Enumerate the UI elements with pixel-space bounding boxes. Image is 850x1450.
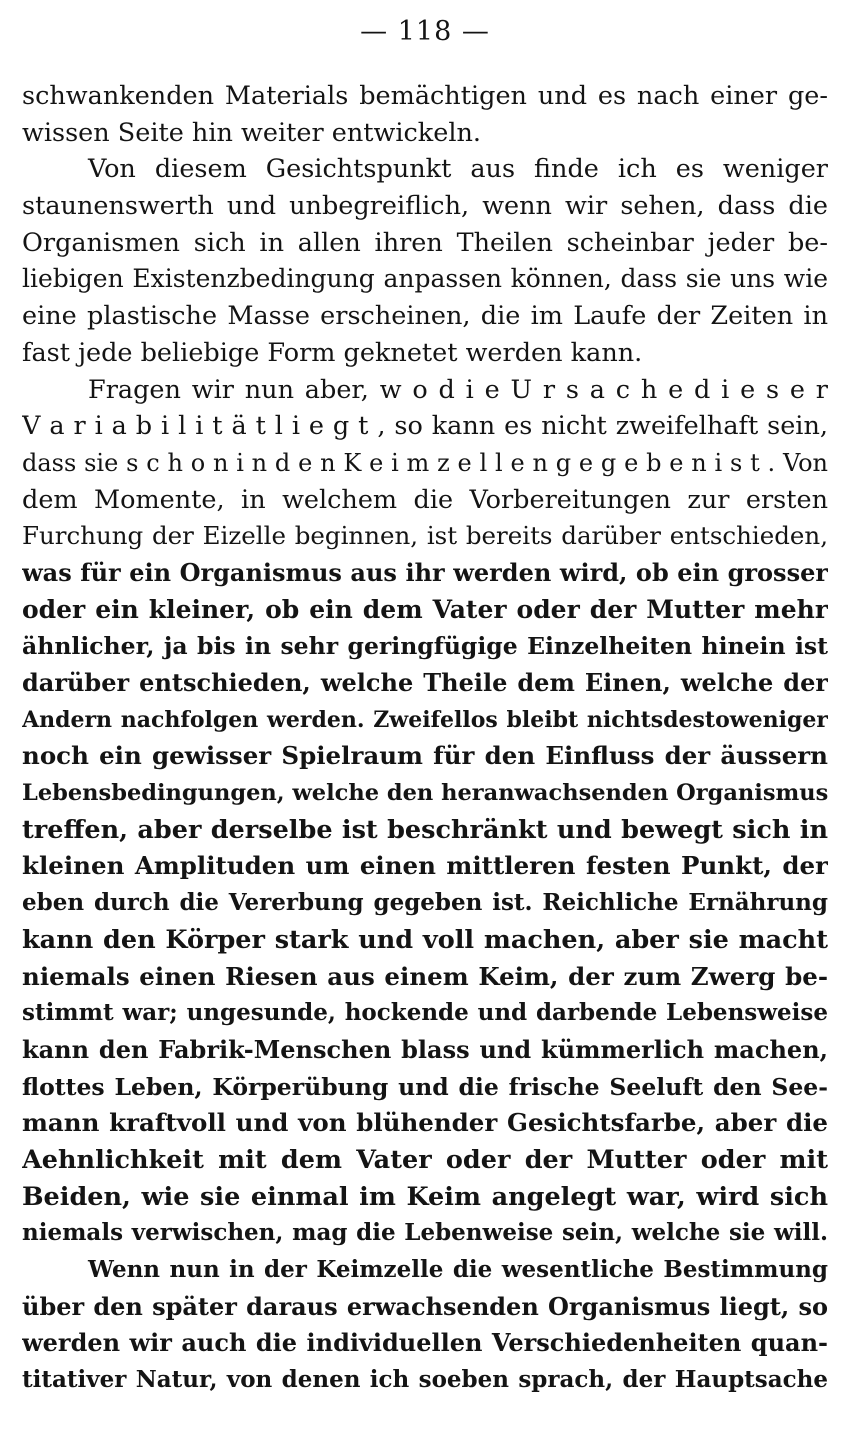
text-line: Andern nachfolgen werden. Zweifellos bleibt nichtsdestoweniger	[22, 706, 828, 733]
text-line: V a r i a b i l i t ä t l i e g t , so kann es nicht zweifelhaft sein,	[22, 411, 828, 442]
text-line: eine plastische Masse erscheinen, die im Laufe der Zeiten in	[22, 301, 828, 332]
text-line: titativer Natur, von denen ich soeben sprach, der Hauptsache	[22, 1366, 828, 1394]
text-line: oder ein kleiner, ob ein dem Vater oder der Mutter mehr	[22, 594, 828, 624]
body-text	[22, 78, 828, 1399]
text-line: kann den Körper stark und voll machen, aber sie macht	[22, 924, 828, 955]
text-line: Organismen sich in allen ihren Theilen scheinbar jeder be-	[22, 227, 828, 258]
text-line: mann kraftvoll und von blühender Gesichtsfarbe, aber die	[22, 1108, 828, 1138]
text-line: kann den Fabrik-Menschen blass und kümmerlich machen,	[22, 1034, 828, 1064]
text-line: niemals verwischen, mag die Lebenweise sein, welche sie will.	[22, 1219, 828, 1247]
text-line: staunenswerth und unbegreiflich, wenn wir sehen, dass die	[22, 191, 828, 222]
text-line: Furchung der Eizelle beginnen, ist bereits darüber entschieden,	[22, 521, 828, 551]
text-line: Wenn nun in der Keimzelle die wesentliche Bestimmung	[88, 1256, 828, 1283]
text-line: dem Momente, in welchem die Vorbereitungen zur ersten	[22, 484, 828, 515]
text-line: Beiden, wie sie einmal im Keim angelegt war, wird sich	[22, 1181, 828, 1212]
text-line: wissen Seite hin weiter entwickeln.	[22, 117, 481, 148]
text-line: Von diesem Gesichtspunkt aus finde ich es weniger	[88, 154, 828, 185]
text-line: schwankenden Materials bemächtigen und es nach einer ge-	[22, 81, 828, 111]
text-line: darüber entschieden, welche Theile dem Einen, welche der	[22, 668, 828, 697]
text-line: werden wir auch die individuellen Verschiedenheiten quan-	[22, 1328, 828, 1358]
text-line: über den später daraus erwachsenden Organismus liegt, so	[22, 1291, 828, 1321]
text-line: Aehnlichkeit mit dem Vater oder der Mutter oder mit	[22, 1144, 828, 1175]
text-line: liebigen Existenzbedingung anpassen können, dass sie uns wie	[22, 264, 828, 294]
text-line: dass sie s c h o n i n d e n K e i m z e l l e n g e g e b e n i s t . Von	[22, 448, 828, 477]
text-line: ähnlicher, ja bis in sehr geringfügige Einzelheiten hinein ist	[22, 632, 828, 661]
text-line: eben durch die Vererbung gegeben ist. Reichliche Ernährung	[22, 889, 828, 917]
page-number: — 118 —	[360, 16, 490, 47]
text-line: fast jede beliebige Form geknetet werden kann.	[22, 337, 643, 368]
text-line: stimmt war; ungesunde, hockende und darbende Lebensweise	[22, 999, 828, 1027]
text-line: niemals einen Riesen aus einem Keim, der zum Zwerg be-	[22, 961, 828, 991]
text-line: treffen, aber derselbe ist beschränkt und bewegt sich in	[22, 814, 828, 845]
text-line: noch ein gewisser Spielraum für den Einfluss der äussern	[22, 741, 828, 771]
text-line: Lebensbedingungen, welche den heranwachsenden Organismus	[22, 780, 828, 807]
text-line: was für ein Organismus aus ihr werden wird, ob ein grosser	[22, 557, 828, 587]
text-line: Fragen wir nun aber, w o d i e U r s a c h e d i e s e r	[88, 374, 828, 405]
text-line: kleinen Amplituden um einen mittleren festen Punkt, der	[22, 851, 828, 881]
text-line: flottes Leben, Körperübung und die frische Seeluft den See-	[22, 1072, 828, 1101]
